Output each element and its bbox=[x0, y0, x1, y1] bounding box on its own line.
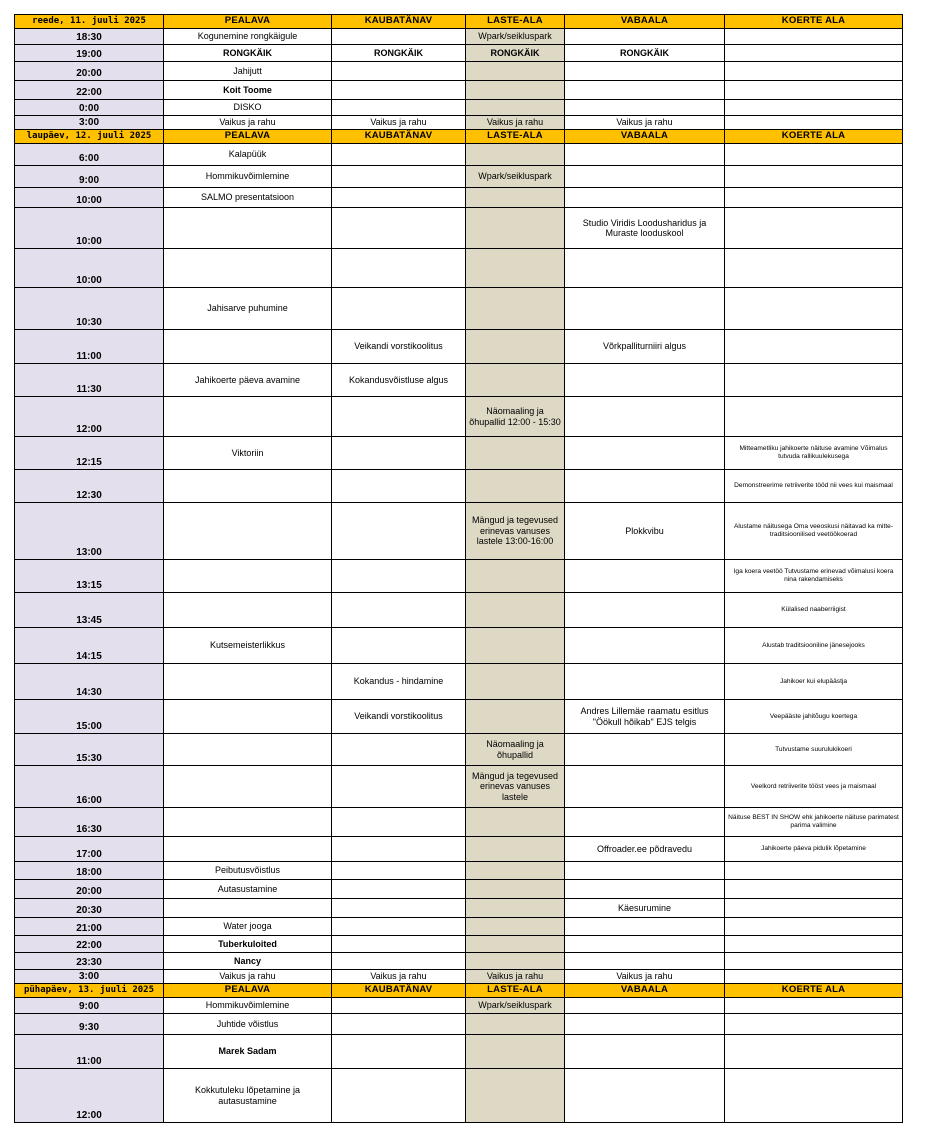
column-header-koerte-ala: KOERTE ALA bbox=[725, 130, 903, 144]
event-cell-pealava: DISKO bbox=[164, 100, 332, 116]
event-cell-laste-ala bbox=[466, 862, 565, 880]
time-cell: 20:00 bbox=[15, 62, 164, 81]
event-cell-laste-ala bbox=[466, 953, 565, 970]
event-cell-koerte-ala bbox=[725, 936, 903, 953]
time-cell: 14:15 bbox=[15, 628, 164, 664]
event-cell-pealava bbox=[164, 208, 332, 249]
event-cell-laste-ala: Mängud ja tegevused erinevas vanuses lastele 13:00-16:00 bbox=[466, 503, 565, 560]
event-cell-koerte-ala bbox=[725, 166, 903, 188]
event-cell-laste-ala bbox=[466, 62, 565, 81]
event-cell-koerte-ala bbox=[725, 62, 903, 81]
column-header-kaubatanav: KAUBATÄNAV bbox=[332, 984, 466, 998]
event-cell-pealava: Viktoriin bbox=[164, 437, 332, 470]
event-cell-koerte-ala bbox=[725, 953, 903, 970]
event-cell-pealava: Vaikus ja rahu bbox=[164, 116, 332, 130]
schedule-row bbox=[15, 1069, 903, 1123]
event-cell-pealava bbox=[164, 766, 332, 808]
schedule-row bbox=[15, 560, 903, 593]
time-cell: 18:30 bbox=[15, 29, 164, 45]
day-title: laupäev, 12. juuli 2025 bbox=[15, 130, 164, 144]
time-cell: 10:30 bbox=[15, 288, 164, 330]
event-cell-kaubatanav: Veikandi vorstikoolitus bbox=[332, 330, 466, 364]
time-cell: 0:00 bbox=[15, 100, 164, 116]
event-cell-vabaala: Võrkpalliturniiri algus bbox=[565, 330, 725, 364]
event-cell-kaubatanav bbox=[332, 837, 466, 862]
event-cell-laste-ala bbox=[466, 470, 565, 503]
event-cell-koerte-ala bbox=[725, 1069, 903, 1123]
schedule-row bbox=[15, 503, 903, 560]
day-title: pühapäev, 13. juuli 2025 bbox=[15, 984, 164, 998]
event-cell-kaubatanav bbox=[332, 144, 466, 166]
day-header-row bbox=[15, 15, 903, 29]
event-cell-vabaala bbox=[565, 29, 725, 45]
event-cell-laste-ala bbox=[466, 1014, 565, 1035]
event-cell-pealava bbox=[164, 249, 332, 288]
event-cell-pealava: Jahikoerte päeva avamine bbox=[164, 364, 332, 397]
time-cell: 20:00 bbox=[15, 880, 164, 899]
event-cell-pealava: Kokkutuleku lõpetamine ja autasustamine bbox=[164, 1069, 332, 1123]
event-cell-laste-ala: Näomaaling ja õhupallid 12:00 - 15:30 bbox=[466, 397, 565, 437]
schedule-row bbox=[15, 953, 903, 970]
event-cell-laste-ala bbox=[466, 330, 565, 364]
schedule-row bbox=[15, 397, 903, 437]
time-cell: 3:00 bbox=[15, 116, 164, 130]
schedule-row bbox=[15, 470, 903, 503]
event-cell-kaubatanav bbox=[332, 1035, 466, 1069]
event-cell-kaubatanav bbox=[332, 998, 466, 1014]
event-cell-pealava: Vaikus ja rahu bbox=[164, 970, 332, 984]
event-cell-koerte-ala bbox=[725, 1035, 903, 1069]
schedule-row bbox=[15, 288, 903, 330]
event-cell-pealava bbox=[164, 593, 332, 628]
event-cell-kaubatanav bbox=[332, 766, 466, 808]
schedule-row bbox=[15, 998, 903, 1014]
event-cell-pealava: Juhtide võistlus bbox=[164, 1014, 332, 1035]
event-cell-pealava: Autasustamine bbox=[164, 880, 332, 899]
schedule-row bbox=[15, 437, 903, 470]
event-cell-kaubatanav bbox=[332, 918, 466, 936]
time-cell: 11:00 bbox=[15, 330, 164, 364]
event-cell-laste-ala bbox=[466, 188, 565, 208]
event-cell-laste-ala: Vaikus ja rahu bbox=[466, 970, 565, 984]
event-cell-laste-ala bbox=[466, 560, 565, 593]
event-cell-vabaala: Andres Lillemäe raamatu esitlus "Öökull hõikab" EJS telgis bbox=[565, 700, 725, 734]
event-cell-pealava: Hommikuvõimlemine bbox=[164, 166, 332, 188]
schedule-row bbox=[15, 628, 903, 664]
event-cell-kaubatanav bbox=[332, 437, 466, 470]
event-cell-kaubatanav: Kokandus - hindamine bbox=[332, 664, 466, 700]
event-cell-pealava bbox=[164, 808, 332, 837]
event-cell-koerte-ala bbox=[725, 144, 903, 166]
event-cell-pealava bbox=[164, 837, 332, 862]
time-cell: 12:00 bbox=[15, 397, 164, 437]
event-cell-kaubatanav bbox=[332, 29, 466, 45]
event-cell-vabaala bbox=[565, 1035, 725, 1069]
day-title: reede, 11. juuli 2025 bbox=[15, 15, 164, 29]
schedule-row bbox=[15, 29, 903, 45]
event-cell-koerte-ala: Näituse BEST IN SHOW ehk jahikoerte näituse parimatest parima valimine bbox=[725, 808, 903, 837]
event-cell-laste-ala: Wpark/seikluspark bbox=[466, 998, 565, 1014]
event-cell-vabaala bbox=[565, 397, 725, 437]
time-cell: 22:00 bbox=[15, 81, 164, 100]
event-cell-koerte-ala bbox=[725, 81, 903, 100]
schedule-row bbox=[15, 918, 903, 936]
schedule-row bbox=[15, 100, 903, 116]
column-header-koerte-ala: KOERTE ALA bbox=[725, 15, 903, 29]
event-cell-vabaala bbox=[565, 364, 725, 397]
event-cell-laste-ala bbox=[466, 664, 565, 700]
event-cell-kaubatanav bbox=[332, 166, 466, 188]
event-cell-pealava: Kogunemine rongkäigule bbox=[164, 29, 332, 45]
time-cell: 10:00 bbox=[15, 208, 164, 249]
time-cell: 16:00 bbox=[15, 766, 164, 808]
time-cell: 10:00 bbox=[15, 188, 164, 208]
event-cell-vabaala bbox=[565, 188, 725, 208]
event-cell-vabaala bbox=[565, 998, 725, 1014]
event-cell-pealava bbox=[164, 664, 332, 700]
event-cell-koerte-ala bbox=[725, 330, 903, 364]
event-cell-pealava: Peibutusvõistlus bbox=[164, 862, 332, 880]
event-cell-vabaala bbox=[565, 918, 725, 936]
event-cell-pealava: Jahijutt bbox=[164, 62, 332, 81]
schedule-row bbox=[15, 1014, 903, 1035]
event-cell-kaubatanav bbox=[332, 81, 466, 100]
event-cell-vabaala bbox=[565, 560, 725, 593]
event-cell-laste-ala bbox=[466, 593, 565, 628]
time-cell: 18:00 bbox=[15, 862, 164, 880]
event-cell-koerte-ala: Alustame näitusega Oma veeoskusi näitavad ka mitte-traditsioonilised veetöökoerad bbox=[725, 503, 903, 560]
schedule-row bbox=[15, 734, 903, 766]
event-cell-vabaala bbox=[565, 81, 725, 100]
time-cell: 20:30 bbox=[15, 899, 164, 918]
time-cell: 9:30 bbox=[15, 1014, 164, 1035]
column-header-kaubatanav: KAUBATÄNAV bbox=[332, 15, 466, 29]
column-header-vabaala: VABAALA bbox=[565, 984, 725, 998]
event-cell-koerte-ala bbox=[725, 249, 903, 288]
event-cell-pealava: SALMO presentatsioon bbox=[164, 188, 332, 208]
event-cell-vabaala bbox=[565, 593, 725, 628]
event-cell-vabaala bbox=[565, 166, 725, 188]
event-cell-vabaala: Studio Viridis Loodusharidus ja Muraste looduskool bbox=[565, 208, 725, 249]
column-header-laste-ala: LASTE-ALA bbox=[466, 130, 565, 144]
event-cell-pealava: Marek Sadam bbox=[164, 1035, 332, 1069]
event-cell-kaubatanav bbox=[332, 808, 466, 837]
schedule-row bbox=[15, 144, 903, 166]
event-cell-kaubatanav bbox=[332, 1069, 466, 1123]
event-cell-koerte-ala: Tutvustame suurulukikoeri bbox=[725, 734, 903, 766]
event-cell-pealava bbox=[164, 734, 332, 766]
event-cell-laste-ala bbox=[466, 81, 565, 100]
column-header-vabaala: VABAALA bbox=[565, 130, 725, 144]
schedule-row bbox=[15, 766, 903, 808]
time-cell: 21:00 bbox=[15, 918, 164, 936]
time-cell: 22:00 bbox=[15, 936, 164, 953]
event-cell-vabaala bbox=[565, 766, 725, 808]
event-cell-kaubatanav: Vaikus ja rahu bbox=[332, 116, 466, 130]
event-cell-pealava: RONGKÄIK bbox=[164, 45, 332, 62]
event-cell-kaubatanav bbox=[332, 249, 466, 288]
event-cell-laste-ala bbox=[466, 899, 565, 918]
event-cell-vabaala bbox=[565, 470, 725, 503]
schedule-row bbox=[15, 45, 903, 62]
event-cell-laste-ala: Näomaaling ja õhupallid bbox=[466, 734, 565, 766]
event-cell-laste-ala bbox=[466, 144, 565, 166]
schedule-row bbox=[15, 208, 903, 249]
event-cell-koerte-ala bbox=[725, 29, 903, 45]
event-cell-koerte-ala bbox=[725, 998, 903, 1014]
event-cell-vabaala bbox=[565, 880, 725, 899]
schedule-row bbox=[15, 664, 903, 700]
event-cell-vabaala: Käesurumine bbox=[565, 899, 725, 918]
event-cell-vabaala: Vaikus ja rahu bbox=[565, 970, 725, 984]
event-cell-koerte-ala: Demonstreerime retriiverite tööd nii vees kui maismaal bbox=[725, 470, 903, 503]
event-cell-kaubatanav bbox=[332, 899, 466, 918]
event-cell-koerte-ala bbox=[725, 100, 903, 116]
event-cell-pealava bbox=[164, 470, 332, 503]
event-cell-pealava: Nancy bbox=[164, 953, 332, 970]
time-cell: 11:30 bbox=[15, 364, 164, 397]
event-cell-koerte-ala bbox=[725, 288, 903, 330]
schedule-row bbox=[15, 970, 903, 984]
event-cell-vabaala bbox=[565, 1069, 725, 1123]
event-cell-koerte-ala: Jahikoer kui elupäästja bbox=[725, 664, 903, 700]
event-cell-koerte-ala bbox=[725, 208, 903, 249]
event-cell-koerte-ala: Veepääste jahitõugu koertega bbox=[725, 700, 903, 734]
event-cell-laste-ala bbox=[466, 288, 565, 330]
event-cell-laste-ala bbox=[466, 364, 565, 397]
event-cell-pealava bbox=[164, 397, 332, 437]
time-cell: 10:00 bbox=[15, 249, 164, 288]
event-cell-koerte-ala bbox=[725, 116, 903, 130]
event-cell-vabaala: RONGKÄIK bbox=[565, 45, 725, 62]
schedule-row bbox=[15, 899, 903, 918]
event-cell-koerte-ala bbox=[725, 364, 903, 397]
event-cell-laste-ala: Vaikus ja rahu bbox=[466, 116, 565, 130]
column-header-laste-ala: LASTE-ALA bbox=[466, 984, 565, 998]
column-header-pealava: PEALAVA bbox=[164, 130, 332, 144]
event-cell-vabaala bbox=[565, 437, 725, 470]
schedule-row bbox=[15, 188, 903, 208]
event-cell-kaubatanav bbox=[332, 397, 466, 437]
event-cell-vabaala: Plokkvibu bbox=[565, 503, 725, 560]
event-cell-pealava: Kalapüük bbox=[164, 144, 332, 166]
event-cell-kaubatanav: Veikandi vorstikoolitus bbox=[332, 700, 466, 734]
column-header-pealava: PEALAVA bbox=[164, 984, 332, 998]
event-cell-kaubatanav bbox=[332, 503, 466, 560]
event-cell-kaubatanav bbox=[332, 862, 466, 880]
event-cell-laste-ala bbox=[466, 918, 565, 936]
event-cell-laste-ala: Wpark/seikluspark bbox=[466, 166, 565, 188]
day-header-row bbox=[15, 984, 903, 998]
event-cell-koerte-ala: Iga koera veetöö Tutvustame erinevad võimalusi koera nina rakendamiseks bbox=[725, 560, 903, 593]
event-cell-vabaala bbox=[565, 734, 725, 766]
schedule-row bbox=[15, 1035, 903, 1069]
time-cell: 12:00 bbox=[15, 1069, 164, 1123]
event-cell-kaubatanav: RONGKÄIK bbox=[332, 45, 466, 62]
column-header-laste-ala: LASTE-ALA bbox=[466, 15, 565, 29]
schedule-table bbox=[14, 14, 903, 1123]
event-cell-kaubatanav bbox=[332, 734, 466, 766]
day-header-row bbox=[15, 130, 903, 144]
event-cell-koerte-ala: Alustab traditsiooniline jänesejooks bbox=[725, 628, 903, 664]
schedule-row bbox=[15, 936, 903, 953]
event-cell-koerte-ala bbox=[725, 880, 903, 899]
column-header-kaubatanav: KAUBATÄNAV bbox=[332, 130, 466, 144]
time-cell: 9:00 bbox=[15, 998, 164, 1014]
event-cell-kaubatanav bbox=[332, 628, 466, 664]
event-cell-kaubatanav bbox=[332, 1014, 466, 1035]
event-cell-laste-ala bbox=[466, 808, 565, 837]
event-cell-laste-ala bbox=[466, 249, 565, 288]
event-cell-kaubatanav bbox=[332, 593, 466, 628]
event-cell-vabaala bbox=[565, 953, 725, 970]
time-cell: 11:00 bbox=[15, 1035, 164, 1069]
schedule-row bbox=[15, 62, 903, 81]
schedule-row bbox=[15, 81, 903, 100]
event-cell-vabaala bbox=[565, 936, 725, 953]
event-cell-laste-ala: Mängud ja tegevused erinevas vanuses lastele bbox=[466, 766, 565, 808]
time-cell: 12:30 bbox=[15, 470, 164, 503]
time-cell: 6:00 bbox=[15, 144, 164, 166]
event-cell-kaubatanav: Kokandusvõistluse algus bbox=[332, 364, 466, 397]
event-cell-koerte-ala bbox=[725, 188, 903, 208]
event-cell-koerte-ala bbox=[725, 899, 903, 918]
event-cell-kaubatanav bbox=[332, 936, 466, 953]
event-cell-vabaala bbox=[565, 862, 725, 880]
schedule-row bbox=[15, 808, 903, 837]
event-cell-pealava bbox=[164, 330, 332, 364]
event-cell-pealava bbox=[164, 899, 332, 918]
event-cell-kaubatanav: Vaikus ja rahu bbox=[332, 970, 466, 984]
event-cell-vabaala bbox=[565, 144, 725, 166]
event-cell-laste-ala bbox=[466, 100, 565, 116]
event-cell-vabaala: Vaikus ja rahu bbox=[565, 116, 725, 130]
event-cell-koerte-ala: Veelkord retriiverite tööst vees ja maismaal bbox=[725, 766, 903, 808]
event-cell-laste-ala bbox=[466, 880, 565, 899]
event-cell-koerte-ala: Külalised naaberriigist bbox=[725, 593, 903, 628]
event-cell-koerte-ala bbox=[725, 918, 903, 936]
time-cell: 12:15 bbox=[15, 437, 164, 470]
event-cell-laste-ala bbox=[466, 437, 565, 470]
event-cell-pealava: Hommikuvõimlemine bbox=[164, 998, 332, 1014]
event-cell-pealava bbox=[164, 560, 332, 593]
event-cell-pealava: Jahisarve puhumine bbox=[164, 288, 332, 330]
event-cell-pealava: Water jooga bbox=[164, 918, 332, 936]
event-cell-kaubatanav bbox=[332, 62, 466, 81]
event-cell-kaubatanav bbox=[332, 880, 466, 899]
schedule-row bbox=[15, 593, 903, 628]
event-cell-laste-ala: Wpark/seikluspark bbox=[466, 29, 565, 45]
event-cell-kaubatanav bbox=[332, 100, 466, 116]
event-cell-koerte-ala bbox=[725, 45, 903, 62]
time-cell: 15:30 bbox=[15, 734, 164, 766]
time-cell: 3:00 bbox=[15, 970, 164, 984]
event-cell-kaubatanav bbox=[332, 188, 466, 208]
event-cell-laste-ala bbox=[466, 700, 565, 734]
event-cell-laste-ala bbox=[466, 837, 565, 862]
event-cell-kaubatanav bbox=[332, 288, 466, 330]
event-cell-laste-ala bbox=[466, 628, 565, 664]
event-cell-pealava: Tuberkuloited bbox=[164, 936, 332, 953]
event-cell-kaubatanav bbox=[332, 208, 466, 249]
event-cell-kaubatanav bbox=[332, 560, 466, 593]
event-cell-vabaala bbox=[565, 1014, 725, 1035]
time-cell: 13:00 bbox=[15, 503, 164, 560]
event-cell-koerte-ala: Mitteametliku jahikoerte näituse avamine Võimalus tutvuda rallikuulekusega bbox=[725, 437, 903, 470]
event-cell-koerte-ala bbox=[725, 862, 903, 880]
time-cell: 9:00 bbox=[15, 166, 164, 188]
event-cell-vabaala bbox=[565, 100, 725, 116]
event-cell-laste-ala bbox=[466, 936, 565, 953]
time-cell: 16:30 bbox=[15, 808, 164, 837]
event-cell-koerte-ala bbox=[725, 1014, 903, 1035]
event-cell-laste-ala: RONGKÄIK bbox=[466, 45, 565, 62]
schedule-row bbox=[15, 330, 903, 364]
event-cell-kaubatanav bbox=[332, 470, 466, 503]
schedule-row bbox=[15, 364, 903, 397]
time-cell: 14:30 bbox=[15, 664, 164, 700]
event-cell-kaubatanav bbox=[332, 953, 466, 970]
event-cell-vabaala bbox=[565, 249, 725, 288]
event-cell-pealava bbox=[164, 503, 332, 560]
event-cell-vabaala: Offroader.ee põdravedu bbox=[565, 837, 725, 862]
schedule-row bbox=[15, 700, 903, 734]
event-cell-vabaala bbox=[565, 664, 725, 700]
time-cell: 13:45 bbox=[15, 593, 164, 628]
time-cell: 13:15 bbox=[15, 560, 164, 593]
schedule-row bbox=[15, 862, 903, 880]
event-cell-laste-ala bbox=[466, 208, 565, 249]
time-cell: 15:00 bbox=[15, 700, 164, 734]
event-cell-vabaala bbox=[565, 288, 725, 330]
event-cell-pealava bbox=[164, 700, 332, 734]
time-cell: 23:30 bbox=[15, 953, 164, 970]
time-cell: 19:00 bbox=[15, 45, 164, 62]
column-header-pealava: PEALAVA bbox=[164, 15, 332, 29]
event-cell-pealava: Koit Toome bbox=[164, 81, 332, 100]
event-cell-koerte-ala bbox=[725, 970, 903, 984]
schedule-row bbox=[15, 880, 903, 899]
event-cell-vabaala bbox=[565, 808, 725, 837]
event-cell-koerte-ala bbox=[725, 397, 903, 437]
schedule-row bbox=[15, 166, 903, 188]
time-cell: 17:00 bbox=[15, 837, 164, 862]
event-cell-vabaala bbox=[565, 62, 725, 81]
event-cell-laste-ala bbox=[466, 1069, 565, 1123]
event-cell-pealava: Kutsemeisterlikkus bbox=[164, 628, 332, 664]
event-cell-laste-ala bbox=[466, 1035, 565, 1069]
schedule-row bbox=[15, 249, 903, 288]
schedule-row bbox=[15, 116, 903, 130]
schedule-row bbox=[15, 837, 903, 862]
column-header-koerte-ala: KOERTE ALA bbox=[725, 984, 903, 998]
event-cell-koerte-ala: Jahikoerte päeva pidulik lõpetamine bbox=[725, 837, 903, 862]
event-cell-vabaala bbox=[565, 628, 725, 664]
column-header-vabaala: VABAALA bbox=[565, 15, 725, 29]
